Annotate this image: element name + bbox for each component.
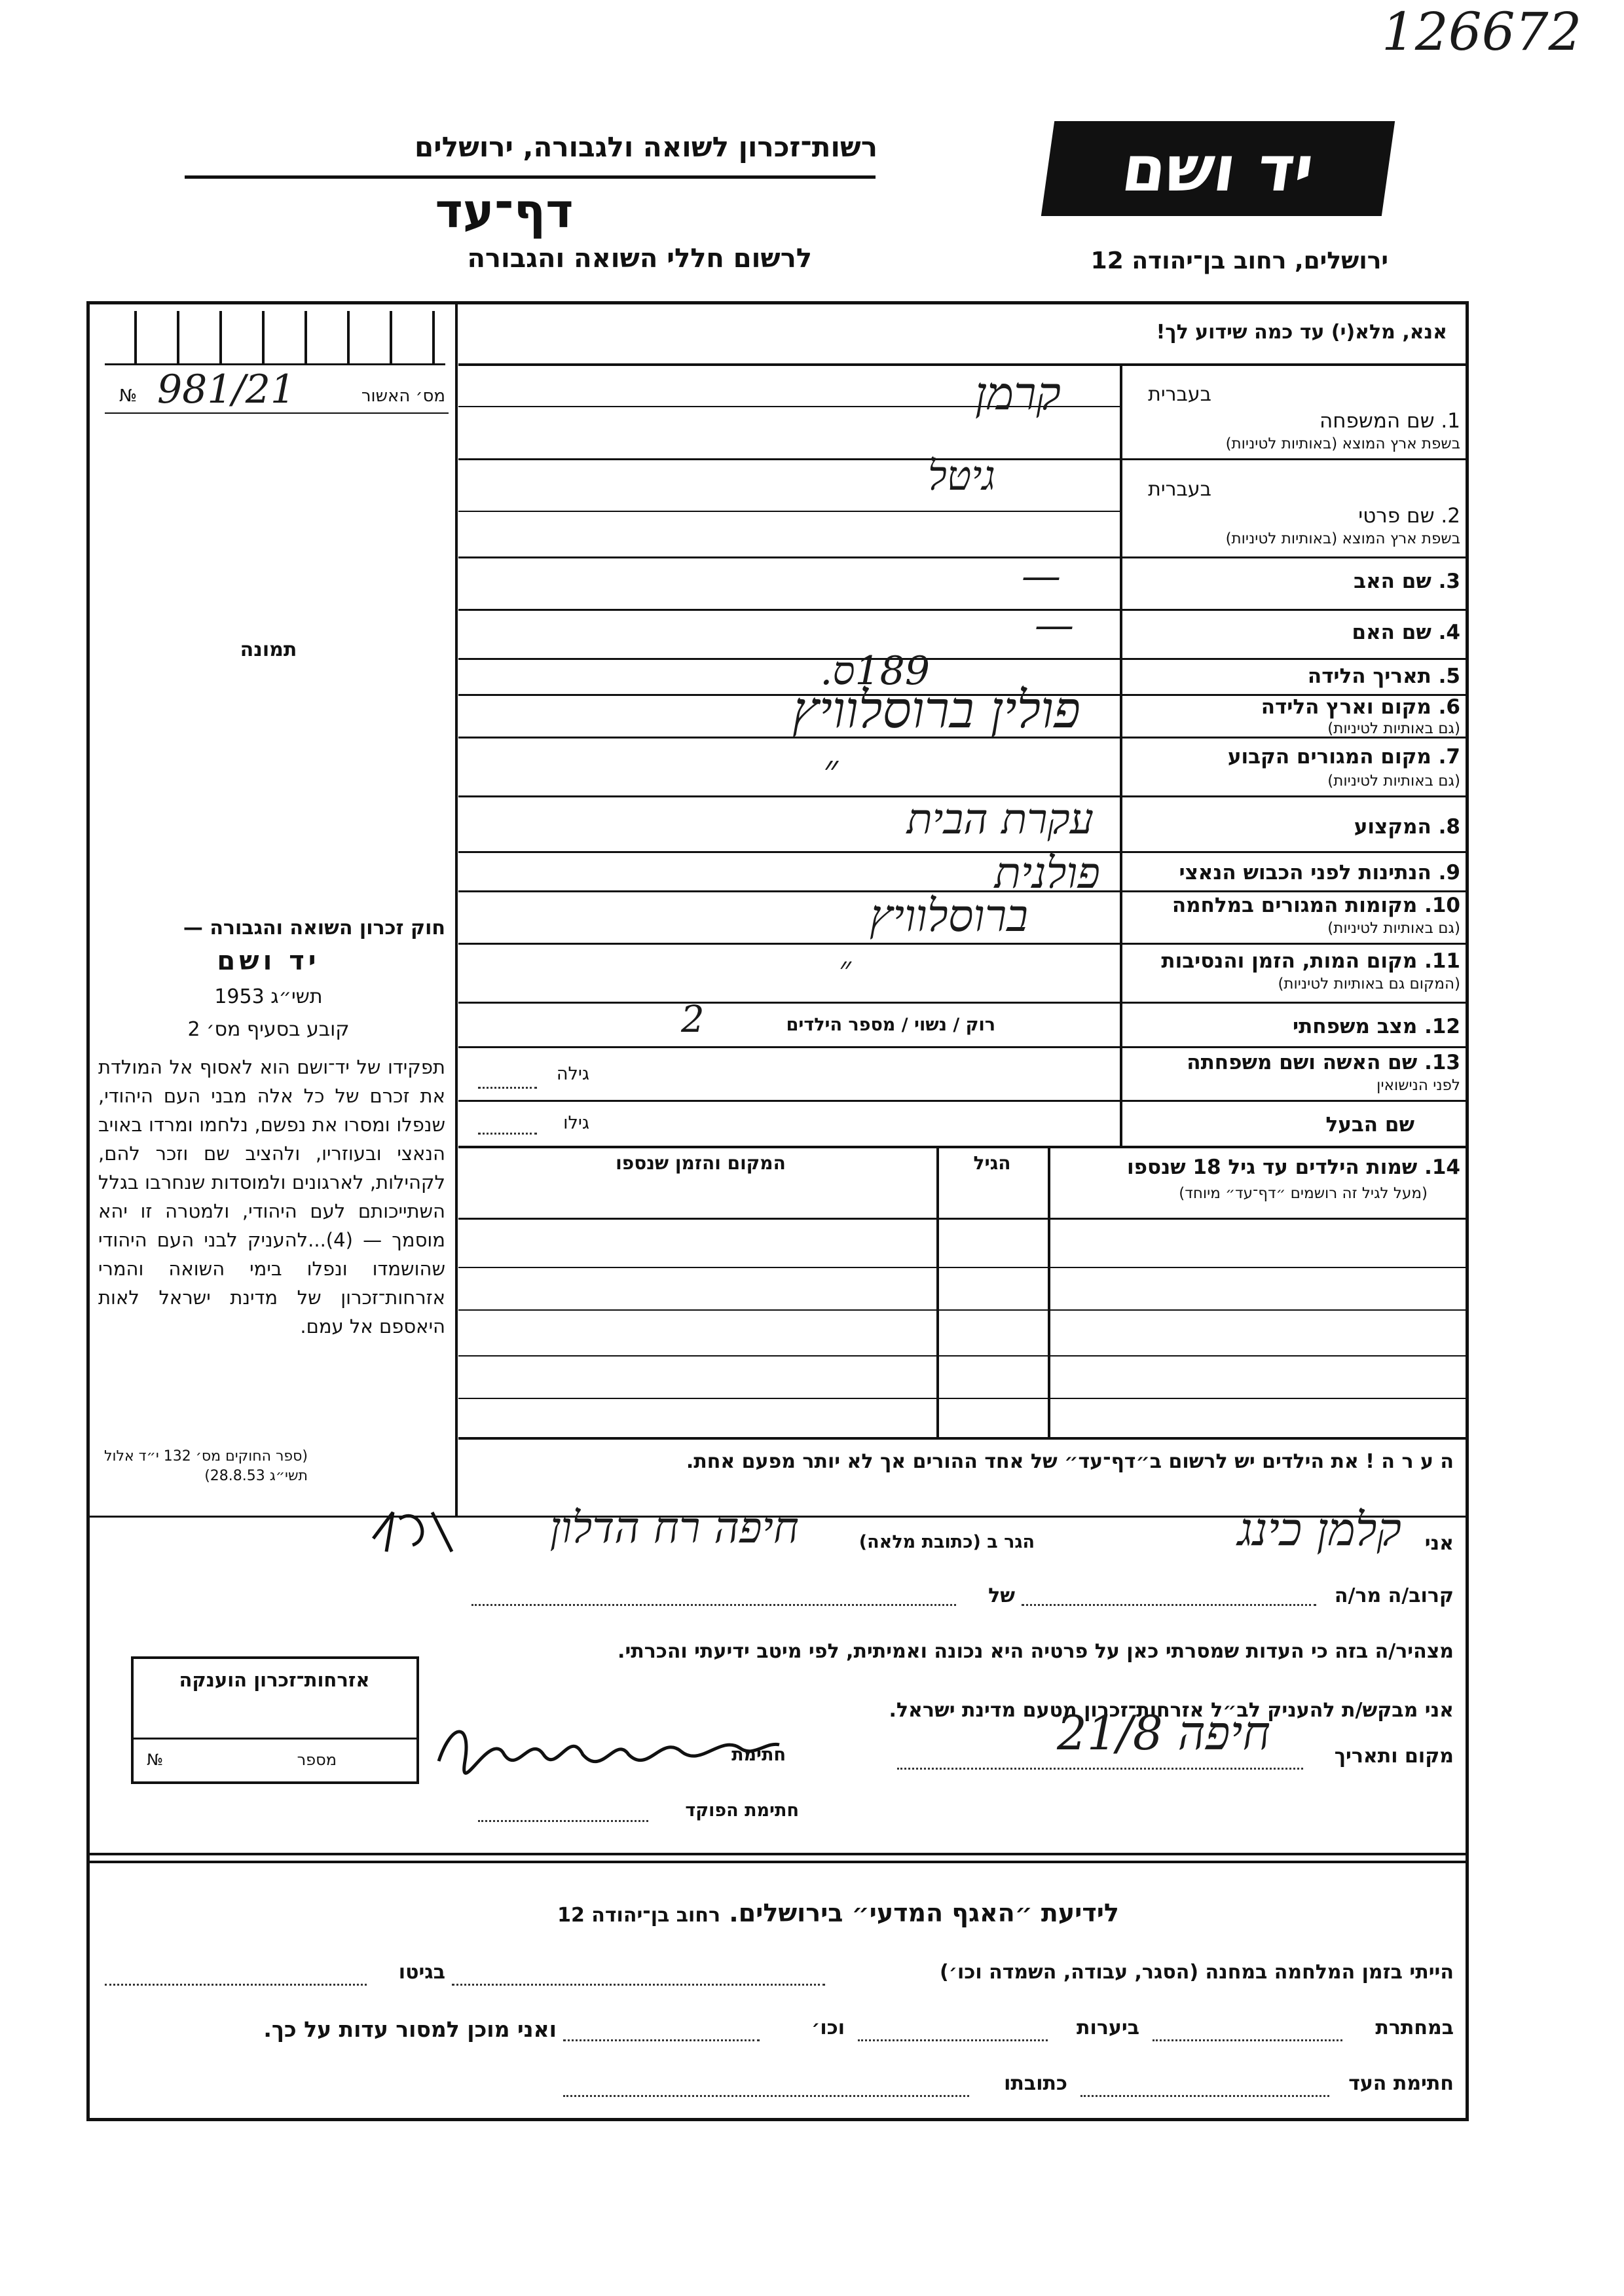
bottom-witness-signature: חתימת העד	[1348, 2072, 1454, 2095]
field-3-num: 3.	[1438, 570, 1460, 593]
field-9-num: 9.	[1438, 861, 1460, 884]
field-10-hint: (גם באותיות לטיניות)	[1327, 920, 1460, 937]
field-10-num: 10.	[1424, 894, 1460, 917]
field-4-value[interactable]: —	[1035, 602, 1074, 648]
field-2-text: שם פרטי	[1358, 504, 1435, 528]
field-13-hint: לפני הנישואין	[1376, 1077, 1460, 1094]
field-7-value[interactable]: ״	[823, 746, 838, 792]
law-source: (ספר החוקים מס׳ 132 י״ד אלול תשי״ג 28.8.53)	[103, 1448, 308, 1484]
field-2-hint-top: בעברית	[1148, 478, 1211, 501]
law-year	[170, 985, 367, 1008]
field-9-label	[1126, 861, 1460, 884]
intro-text: אנא, מלא(י) עד כמה שידוע לך!	[1156, 321, 1447, 344]
field-11-num: 11.	[1424, 949, 1460, 973]
signature-scribble	[432, 1715, 786, 1781]
citizenship-title: אזרחות־זכרון הוענקה	[179, 1669, 370, 1691]
field-6-label	[1126, 695, 1460, 719]
field-1-value[interactable]: קרמן	[974, 367, 1061, 420]
field-8-value[interactable]: עקרת הבית	[906, 795, 1094, 844]
logo-text: יד ושם	[1117, 132, 1319, 206]
field-4-text: שם האם	[1352, 621, 1431, 644]
marital-options: רוק / נשוי / מספר הילדים	[786, 1015, 995, 1035]
field-10-value[interactable]: ברוסלוויץ	[869, 890, 1028, 942]
field-3-value[interactable]: —	[1022, 553, 1061, 599]
bottom-title-text: לידיעת ״האגף המדעי״ בירושלים.	[729, 1899, 1119, 1927]
field-2-label	[1126, 504, 1460, 528]
field-11-hint: (המקום גם באותיות לטיניות)	[1278, 975, 1460, 993]
field-8-text: המקצוע	[1354, 815, 1431, 839]
yad-vashem-logo	[1041, 121, 1395, 216]
initials-scribble	[367, 1499, 465, 1558]
of-label: של	[988, 1584, 1015, 1607]
children-text: שמות הילדים עד גיל 18 שנספו	[1127, 1156, 1418, 1179]
citizenship-no-mark: №	[147, 1751, 163, 1769]
bottom-address: רחוב בן־יהודה 12	[557, 1904, 721, 1927]
field-3-text: שם האב	[1354, 570, 1431, 593]
law-clause: קובע בסעיף מס׳ 2	[187, 1018, 350, 1041]
field-2-num: 2.	[1441, 504, 1460, 528]
signature-label: חתימת	[731, 1745, 786, 1765]
form-title: דף־עד	[435, 183, 574, 238]
declaration-statement: מצהיר/ה בזה כי העדות שמסרתי כאן על פרטיה היא נכונה ואמיתית, לפי מיטב ידיעתי והכרתי.	[618, 1640, 1454, 1663]
header-underline	[185, 175, 876, 179]
law-text: תפקידו של יד־ושם הוא לאסוף אל המולדת את זכרם של כל אלה מבני העם היהודי, שנפלו ומסרו את נפשם, נלחמו ומרדו באויב הנאצי ובעוזריו, ולהציב שם וזכר להם, לקהילות, לארגונים ולמוסדות שנחרבו בגלל השתייכותם לעם היהודי, ולמטרה זו יהא מוסמך — (4)...להעניק לבני העם היהודי שהושמדו ונפלו בימי השואה והמרי אזרחות־זכרון של מדינת ישראל לאות היאספם אל עמם.	[98, 1056, 445, 1338]
law-logo: יד ושם	[217, 946, 320, 976]
field-9-value[interactable]: פולנית	[994, 848, 1100, 898]
children-label	[1054, 1156, 1460, 1179]
field-2-value[interactable]: גיטל	[927, 452, 995, 500]
field-12-value[interactable]: 2	[681, 998, 705, 1041]
field-7-num: 7.	[1438, 745, 1460, 769]
place-date-value[interactable]: חיפה 21/8	[1057, 1705, 1270, 1760]
bottom-ghetto: בגיטו	[398, 1961, 445, 1984]
husband-age-label: גילו	[563, 1113, 589, 1133]
bottom-underground: במחתרת	[1375, 2016, 1454, 2039]
form-subtitle: לרשום חללי השואה והגבורה	[467, 244, 812, 274]
field-13-text: שם האשה ושם משפחתה	[1187, 1051, 1418, 1074]
bottom-line1: הייתי בזמן המלחמה במחנה (הסגר, עבודה, השמדה וכו׳)	[940, 1961, 1454, 1984]
field-1-num: 1.	[1441, 409, 1460, 433]
registration-no-mark: №	[119, 386, 138, 406]
children-place-header: המקום והזמן שנספו	[616, 1152, 786, 1174]
field-11-value[interactable]: ״	[839, 949, 851, 987]
registration-label: מס׳ האשור	[361, 386, 445, 406]
law-year-hebrew: תשי״ג	[270, 985, 323, 1008]
field-5-text: תאריך הלידה	[1307, 665, 1431, 688]
law-year-gregorian: 1953	[214, 985, 265, 1008]
field-7-label	[1126, 745, 1460, 769]
field-5-value[interactable]: 189ס.	[820, 648, 930, 694]
citizenship-box	[131, 1656, 419, 1784]
resides-label: הגר ב (כתובת מלאה)	[858, 1532, 1035, 1552]
field-8-label	[1126, 815, 1460, 839]
relative-label: קרוב/ה מר/ה	[1334, 1584, 1454, 1607]
wife-age-label: גילה	[556, 1064, 589, 1084]
field-1-hint-top: בעברית	[1148, 383, 1211, 406]
field-12-text: מצב משפחתי	[1292, 1015, 1418, 1038]
field-9-text: הנתינות לפני הכבוש הנאצי	[1179, 861, 1431, 884]
header-address: ירושלים, רחוב בן־יהודה 12	[1090, 247, 1388, 274]
official-signature-label: חתימת הפוקד	[685, 1800, 799, 1821]
witness-signature[interactable]	[432, 1715, 786, 1781]
declarant-name[interactable]: קלמן כינג	[1237, 1503, 1401, 1556]
children-hint: (מעל לגיל זה רושמים ״דף־עד״ מיוחד)	[1179, 1185, 1428, 1202]
field-7-text: מקום המגורים הקבוע	[1227, 745, 1431, 769]
declaration-request: אני מבקש/ת להעניק לב״ל אזרחות־זכרון מטעם מדינת ישראל.	[889, 1699, 1454, 1722]
authority-title: רשות־זכרון לשואה ולגבורה, ירושלים	[414, 131, 877, 163]
field-13-label	[1126, 1051, 1460, 1074]
citizenship-number-label: מספר	[297, 1751, 337, 1769]
archive-number: 126672	[1382, 1, 1582, 62]
bottom-forests: ביערות	[1077, 2016, 1139, 2039]
field-4-num: 4.	[1438, 621, 1460, 644]
field-8-num: 8.	[1438, 815, 1460, 839]
registration-number[interactable]: 981/21	[157, 367, 296, 412]
field-6-text: מקום וארץ הלידה	[1261, 695, 1431, 719]
field-1-hint: בשפת ארץ המוצא (באותיות לטיניות)	[1225, 435, 1460, 452]
field-2-hint: בשפת ארץ המוצא (באותיות לטיניות)	[1225, 530, 1460, 547]
photo-placeholder[interactable]: תמונה	[240, 638, 297, 661]
children-note: ה ע ר ה ! את הילדים יש לרשום ב״דף־עד״ של אחד ההורים אך לא יותר מפעם אחת.	[686, 1450, 1454, 1473]
bottom-etc: וכו׳	[811, 2016, 845, 2039]
children-num: 14.	[1424, 1156, 1460, 1179]
law-title: חוק זכרון השואה והגבורה —	[183, 917, 445, 939]
field-10-text: מקומות המגורים במלחמה	[1172, 894, 1418, 917]
field-11-text: מקום המות, הזמן והנסיבות	[1161, 949, 1418, 973]
children-age-header: הגיל	[973, 1152, 1011, 1174]
field-10-label	[1126, 894, 1460, 917]
field-6-value[interactable]: פולין ברוסלוויץ	[792, 681, 1080, 740]
declarant-address[interactable]: חיפה רח הדלון	[549, 1503, 799, 1553]
registration-boxes	[105, 304, 445, 363]
field-5-num: 5.	[1438, 665, 1460, 688]
bottom-ready: ואני מוכן למסור עדות על כך.	[263, 2016, 557, 2042]
field-1-text: שם המשפחה	[1320, 409, 1435, 433]
bottom-witness-address: כתובתו	[1004, 2072, 1067, 2095]
field-13-num: 13.	[1424, 1051, 1460, 1074]
field-1-label	[1126, 409, 1460, 433]
field-11-label	[1126, 949, 1460, 973]
declaration-ani: אני	[1424, 1532, 1454, 1555]
husband-label: שם הבעל	[1325, 1113, 1414, 1137]
field-12-label	[1126, 1015, 1460, 1038]
field-5-label	[1126, 665, 1460, 688]
field-12-num: 12.	[1424, 1015, 1460, 1038]
witness-initials	[367, 1499, 465, 1558]
field-7-hint: (גם באותיות לטיניות)	[1327, 773, 1460, 790]
field-4-label	[1126, 621, 1460, 644]
field-3-label	[1126, 570, 1460, 593]
field-6-num: 6.	[1438, 695, 1460, 719]
place-date-label: מקום ותאריך	[1334, 1745, 1454, 1768]
field-6-hint: (גם באותיות לטיניות)	[1327, 720, 1460, 737]
bottom-title	[498, 1899, 1179, 1927]
